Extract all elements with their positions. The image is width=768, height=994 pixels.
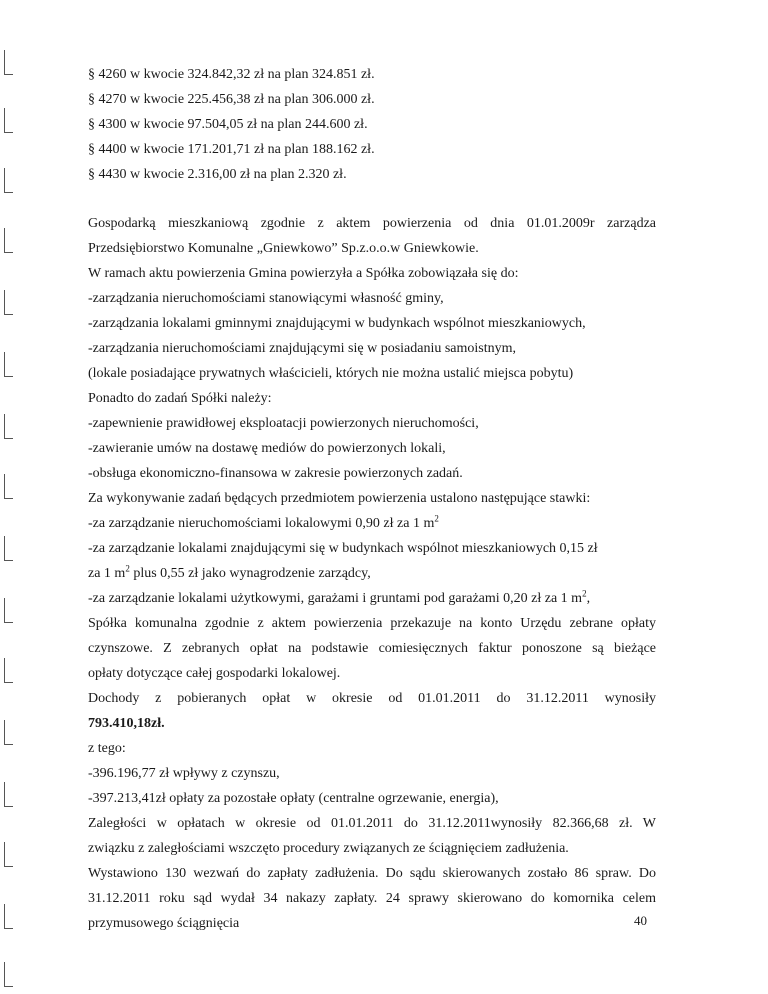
binding-mark — [4, 290, 13, 315]
text-line: 31.12.2011 roku sąd wydał 34 nakazy zapłaty. 24 sprawy skierowano do komornika celem — [88, 891, 656, 906]
binding-mark — [4, 782, 13, 807]
text-line: -zarządzania nieruchomościami stanowiącymi własność gminy, — [88, 291, 444, 306]
text-line: -za zarządzanie lokalami użytkowymi, garażami i gruntami pod garażami 0,20 zł za 1 $m^2$, — [88, 588, 591, 606]
binding-mark — [4, 720, 13, 745]
page-number: 40 — [634, 913, 647, 928]
binding-mark — [4, 50, 13, 75]
text-line: za 1 $m^2$ plus 0,55 zł jako wynagrodzenie zarządcy, — [88, 563, 371, 581]
binding-mark — [4, 168, 13, 193]
binding-edge — [0, 0, 22, 994]
paragraph-item: § 4430 w kwocie 2.316,00 zł na plan 2.320 zł. — [88, 167, 347, 182]
text-line: Spółka komunalna zgodnie z aktem powierzenia przekazuje na konto Urzędu zebrane opłaty — [88, 616, 656, 631]
binding-mark — [4, 904, 13, 929]
text-line: -za zarządzanie lokalami znajdującymi się w budynkach wspólnot mieszkaniowych 0,15 zł — [88, 541, 598, 556]
binding-mark — [4, 474, 13, 499]
text-line: -zawieranie umów na dostawę mediów do powierzonych lokali, — [88, 441, 446, 456]
paragraph-item: § 4260 w kwocie 324.842,32 zł na plan 324.851 zł. — [88, 67, 375, 82]
text-line: Ponadto do zadań Spółki należy: — [88, 391, 272, 406]
text-line: z tego: — [88, 741, 126, 756]
binding-mark — [4, 108, 13, 133]
income-total: 793.410,18zł. — [88, 716, 165, 731]
text-line: opłaty dotyczące całej gospodarki lokalowej. — [88, 666, 341, 681]
binding-mark — [4, 962, 13, 987]
paragraph-item: § 4270 w kwocie 225.456,38 zł na plan 306.000 zł. — [88, 92, 375, 107]
binding-mark — [4, 352, 13, 377]
text-line: -zapewnienie prawidłowej eksploatacji powierzonych nieruchomości, — [88, 416, 479, 431]
text-line: -obsługa ekonomiczno-finansowa w zakresie powierzonych zadań. — [88, 466, 463, 481]
text-line: -za zarządzanie nieruchomościami lokalowymi 0,90 zł za 1 $m^2$ — [88, 513, 439, 531]
text-line: czynszowe. Z zebranych opłat na podstawie comiesięcznych faktur ponoszone są bieżące — [88, 641, 656, 656]
text-line: -396.196,77 zł wpływy z czynszu, — [88, 766, 280, 781]
text-line: Zaległości w opłatach w okresie od 01.01.2011 do 31.12.2011wynosiły 82.366,68 zł. W — [88, 816, 656, 831]
text-line: Wystawiono 130 wezwań do zapłaty zadłużenia. Do sądu skierowanych zostało 86 spraw. Do — [88, 866, 656, 881]
binding-mark — [4, 536, 13, 561]
paragraph-item: § 4300 w kwocie 97.504,05 zł na plan 244.600 zł. — [88, 117, 368, 132]
text-line: przymusowego ściągnięcia — [88, 916, 240, 931]
text-line: W ramach aktu powierzenia Gmina powierzyła a Spółka zobowiązała się do: — [88, 266, 519, 281]
binding-mark — [4, 658, 13, 683]
paragraph-item: § 4400 w kwocie 171.201,71 zł na plan 188.162 zł. — [88, 142, 375, 157]
text-line: -zarządzania nieruchomościami znajdującymi się w posiadaniu samoistnym, — [88, 341, 517, 356]
text-line: Dochody z pobieranych opłat w okresie od 01.01.2011 do 31.12.2011 wynosiły — [88, 691, 656, 706]
text-line: (lokale posiadające prywatnych właścicieli, których nie można ustalić miejsca pobytu) — [88, 366, 574, 381]
text-line: związku z zaległościami wszczęto procedury związanych ze ściągnięciem zadłużenia. — [88, 841, 569, 856]
text-line: Gospodarką mieszkaniową zgodnie z aktem powierzenia od dnia 01.01.2009r zarządza — [88, 216, 656, 231]
binding-mark — [4, 842, 13, 867]
text-line: -zarządzania lokalami gminnymi znajdującymi w budynkach wspólnot mieszkaniowych, — [88, 316, 586, 331]
binding-mark — [4, 598, 13, 623]
text-line: Za wykonywanie zadań będących przedmiotem powierzenia ustalono następujące stawki: — [88, 491, 591, 506]
binding-mark — [4, 414, 13, 439]
text-line: -397.213,41zł opłaty za pozostałe opłaty (centralne ogrzewanie, energia), — [88, 791, 499, 806]
document-body — [88, 62, 656, 936]
text-line: Przedsiębiorstwo Komunalne „Gniewkowo” Sp.z.o.o.w Gniewkowie. — [88, 241, 479, 256]
binding-mark — [4, 228, 13, 253]
